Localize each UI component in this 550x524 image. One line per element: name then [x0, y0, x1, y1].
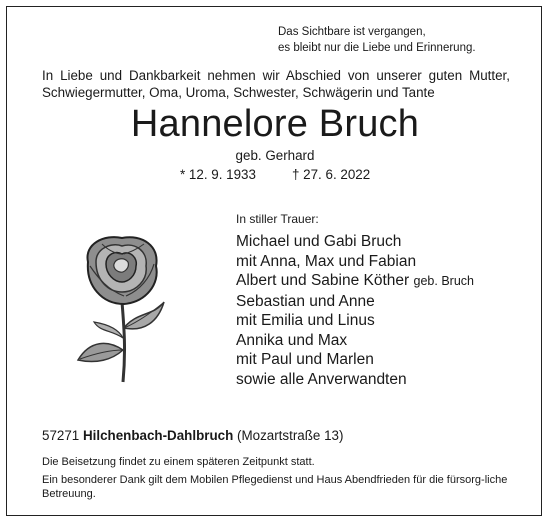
- intro-line-2: Schwiegermutter, Oma, Uroma, Schwester, Schwägerin und Tante: [42, 85, 435, 100]
- deceased-name: Hannelore Bruch: [130, 103, 420, 145]
- address-city: Hilchenbach-Dahlbruch: [82, 428, 234, 443]
- mourner-name: Albert und Sabine Köther: [236, 272, 410, 289]
- rose-icon: [66, 232, 176, 390]
- mourner-row: [236, 271, 474, 292]
- address: [42, 428, 343, 444]
- mourner-maiden-suffix: geb. Bruch: [413, 274, 474, 288]
- mourner-row: Annika und Max: [236, 331, 348, 349]
- quote-line-1: Das Sichtbare ist vergangen,: [278, 26, 426, 38]
- birth-date: * 12. 9. 1933: [180, 167, 256, 182]
- maiden-name: geb. Gerhard: [235, 148, 315, 163]
- mourning-heading: In stiller Trauer:: [236, 212, 319, 226]
- intro-text: [42, 67, 510, 101]
- death-date: † 27. 6. 2022: [292, 167, 371, 182]
- mourner-row: Michael und Gabi Bruch: [236, 233, 402, 250]
- address-street: (Mozartstraße 13): [237, 428, 344, 443]
- intro-line-1: In Liebe und Dankbarkeit nehmen wir Abschied von unserer guten Mutter,: [42, 68, 510, 83]
- funeral-note: Die Beisetzung findet zu einem späteren Zeitpunkt statt.: [42, 456, 315, 468]
- mourner-row: mit Anna, Max und Fabian: [236, 252, 417, 270]
- quote-line-2: es bleibt nur die Liebe und Erinnerung.: [278, 42, 476, 54]
- mourner-row: Sebastian und Anne: [236, 292, 375, 310]
- mourner-row: sowie alle Anverwandten: [236, 370, 407, 388]
- memorial-quote: [278, 24, 476, 56]
- mourner-row: mit Emilia und Linus: [236, 312, 375, 329]
- mourners-list: [236, 232, 474, 389]
- thanks-note: Ein besonderer Dank gilt dem Mobilen Pflegedienst und Haus Abendfrieden für die fürsorg-liche Betreuung.: [42, 474, 508, 500]
- mourner-row: mit Paul und Marlen: [236, 351, 374, 368]
- address-zip: 57271: [42, 428, 80, 443]
